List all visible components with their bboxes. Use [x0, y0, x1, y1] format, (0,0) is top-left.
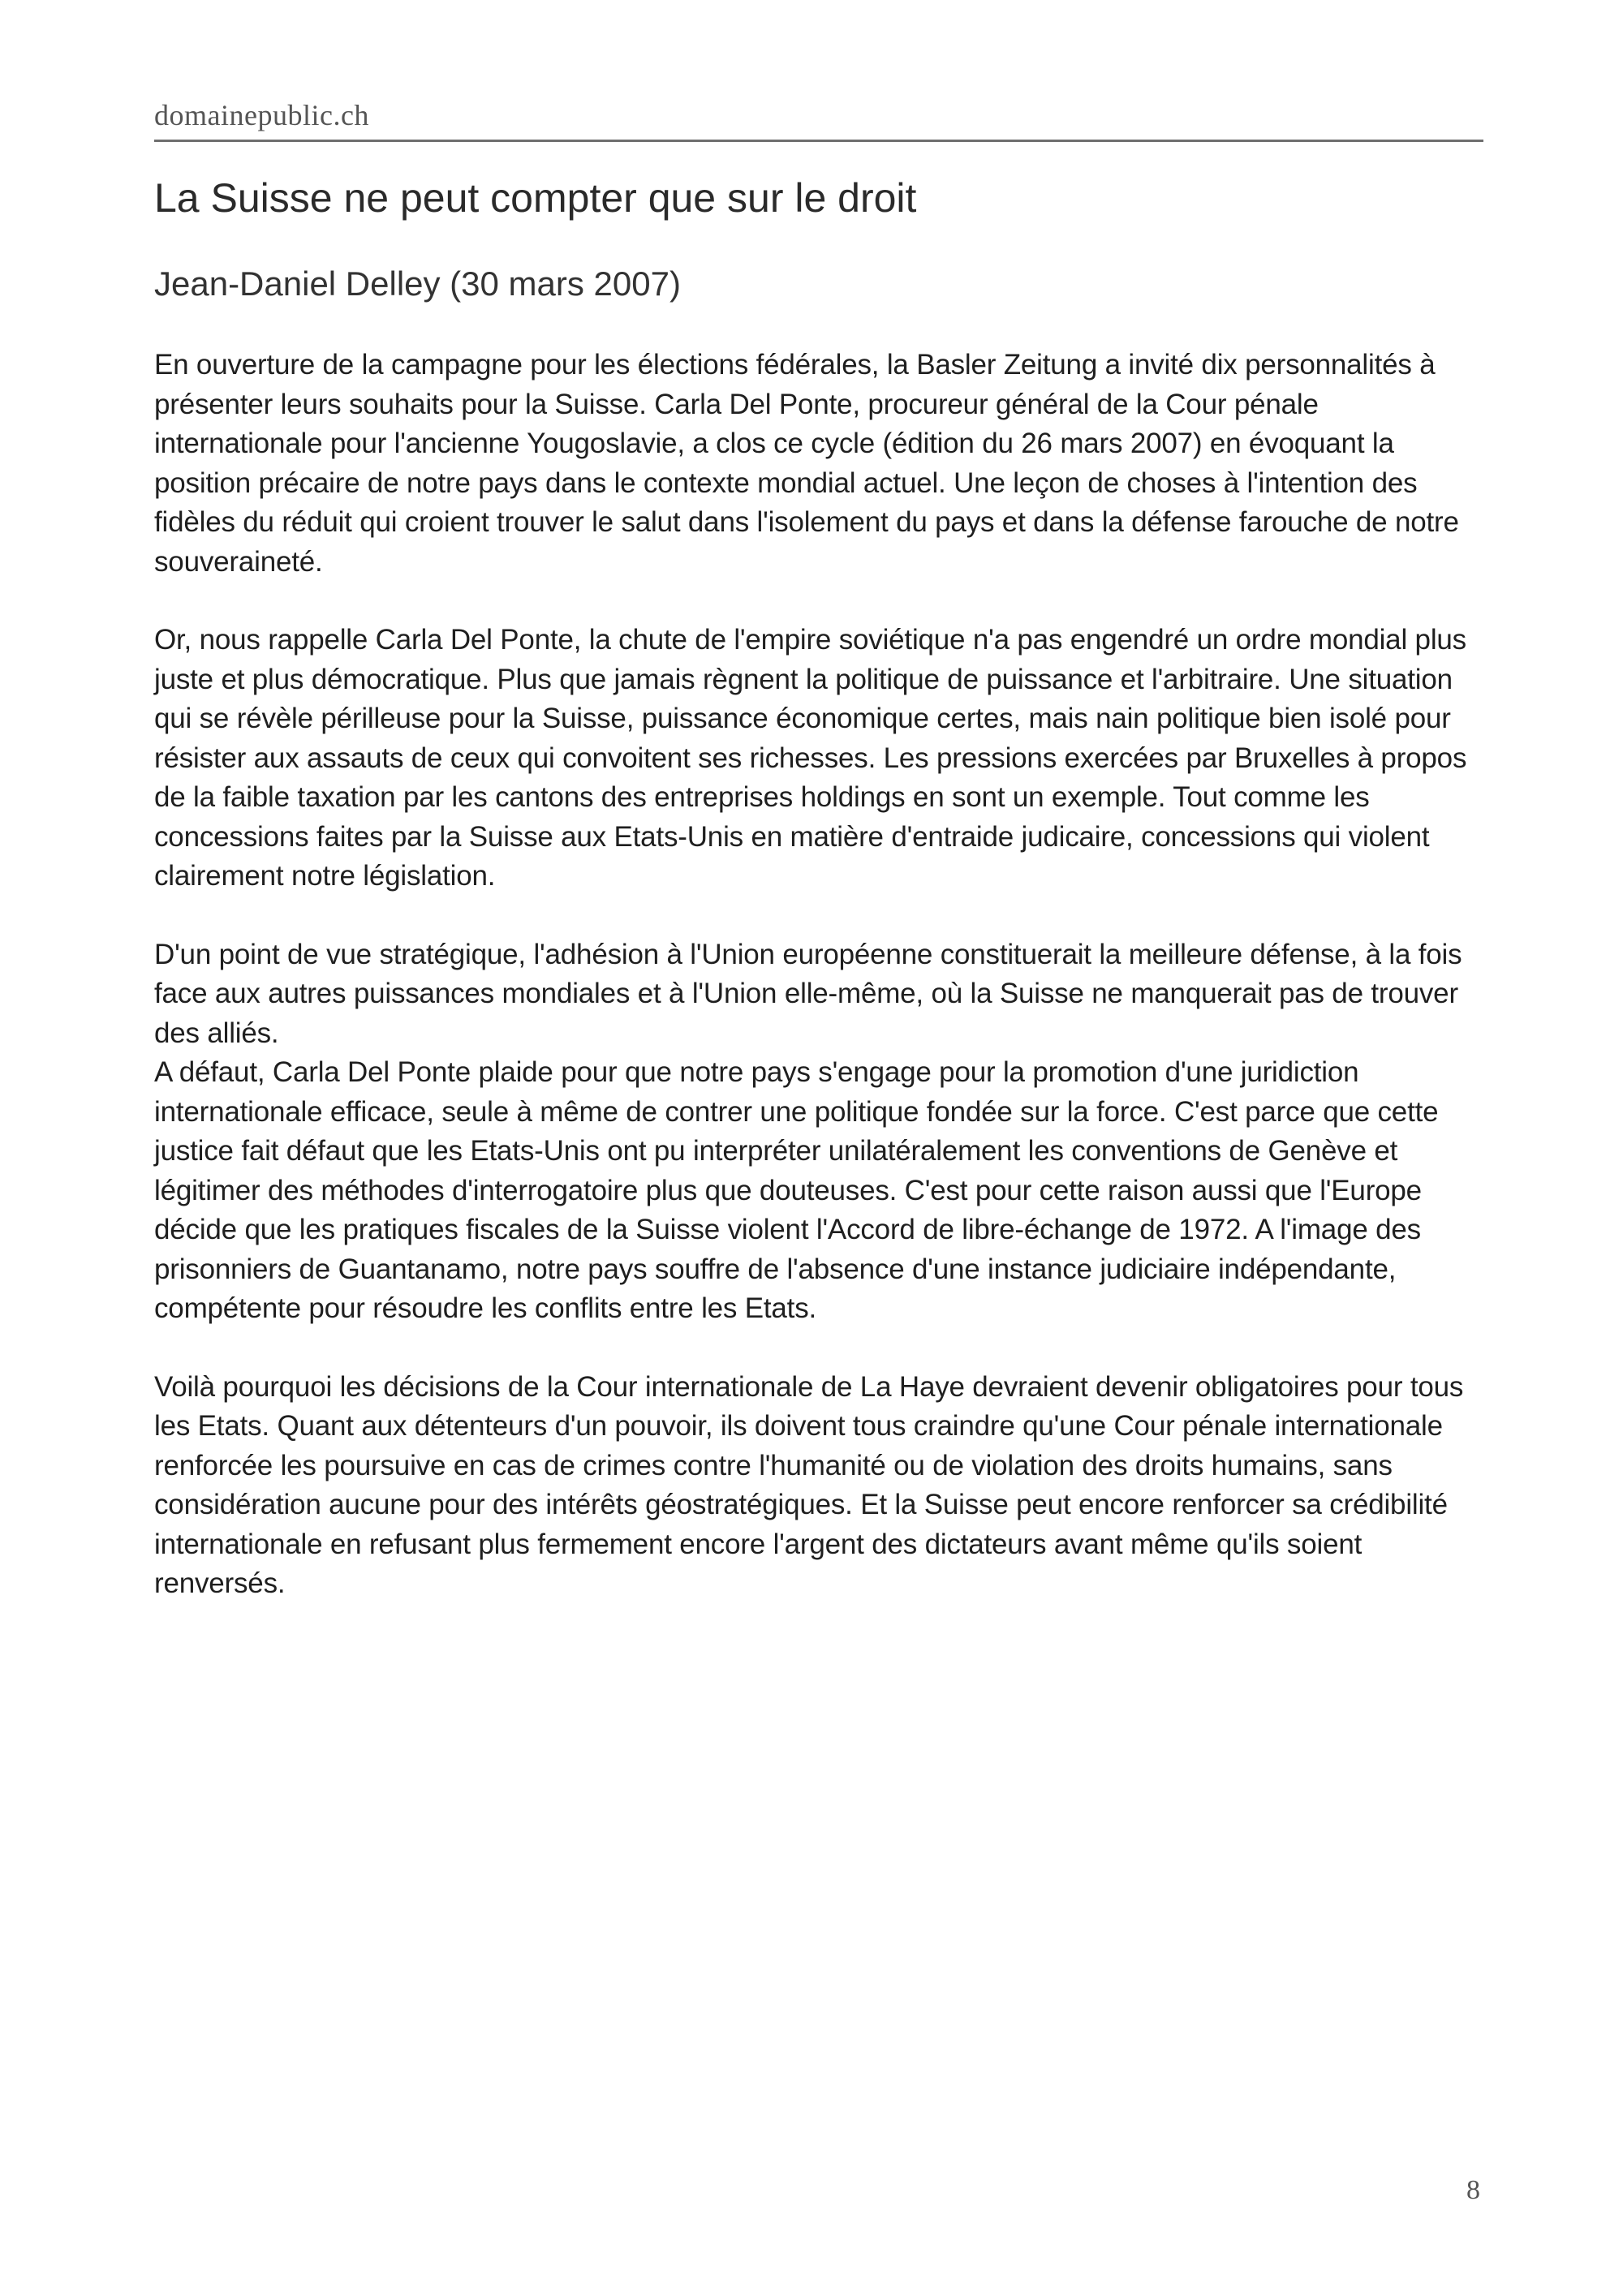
- page-number: 8: [1466, 2175, 1480, 2205]
- paragraph-1: En ouverture de la campagne pour les élections fédérales, la Basler Zeitung a invité dix personnalités à présenter leurs souhaits pour la Suisse. Carla Del Ponte, procureur général de la Cour pénale internationale pour l'ancienne Yougoslavie, a clos ce cycle (édition du 26 mars 2007) en évoquant la position précaire de notre pays dans le contexte mondial actuel. Une leçon de choses à l'intention des fidèles du réduit qui croient trouver le salut dans l'isolement du pays et dans la défense farouche de notre souveraineté.: [154, 349, 1459, 578]
- paragraph-3: D'un point de vue stratégique, l'adhésion à l'Union européenne constituerait la meilleure défense, à la fois face aux autres puissances mondiales et à l'Union elle-même, où la Suisse ne manquerait pas de trouver des alliés.: [154, 938, 1462, 1049]
- article: [154, 174, 1485, 1604]
- paragraph-5: Voilà pourquoi les décisions de la Cour internationale de La Haye devraient devenir obligatoires pour tous les Etats. Quant aux détenteurs d'un pouvoir, ils doivent tous craindre qu'une Cour pénale internationale renforcée les poursuive en cas de crimes contre l'humanité ou de violation des droits humains, sans considération aucune pour des intérêts géostratégiques. Et la Suisse peut encore renforcer sa crédibilité internationale en refusant plus fermement encore l'argent des dictateurs avant même qu'ils soient renversés.: [154, 1370, 1464, 1599]
- article-title: La Suisse ne peut compter que sur le droit: [154, 175, 917, 221]
- article-byline: Jean-Daniel Delley (30 mars 2007): [154, 264, 681, 303]
- paragraph-2: Or, nous rappelle Carla Del Ponte, la chute de l'empire soviétique n'a pas engendré un ordre mondial plus juste et plus démocratique. Plus que jamais règnent la politique de puissance et l'arbitraire. Une situation qui se révèle périlleuse pour la Suisse, puissance économique certes, mais nain politique bien isolé pour résister aux assauts de ceux qui convoitent ses richesses. Les pressions exercées par Bruxelles à propos de la faible taxation par les cantons des entreprises holdings en sont un exemple. Tout comme les concessions faites par la Suisse aux Etats-Unis en matière d'entraide judicaire, concessions qui violent clairement notre législation.: [154, 624, 1467, 892]
- site-name: domainepublic.ch: [154, 99, 369, 131]
- page-header: [154, 97, 1483, 142]
- article-body: [154, 346, 1485, 1604]
- paragraph-4: A défaut, Carla Del Ponte plaide pour que notre pays s'engage pour la promotion d'une juridiction internationale efficace, seule à même de contrer une politique fondée sur la force. C'est parce que cette justice fait défaut que les Etats-Unis ont pu interpréter unilatéralement les conventions de Genève et légitimer des méthodes d'interrogatoire plus que douteuses. C'est pour cette raison aussi que l'Europe décide que les pratiques fiscales de la Suisse violent l'Accord de libre-échange de 1972. A l'image des prisonniers de Guantanamo, notre pays souffre de l'absence d'une instance judiciaire indépendante, compétente pour résoudre les conflits entre les Etats.: [154, 1056, 1439, 1324]
